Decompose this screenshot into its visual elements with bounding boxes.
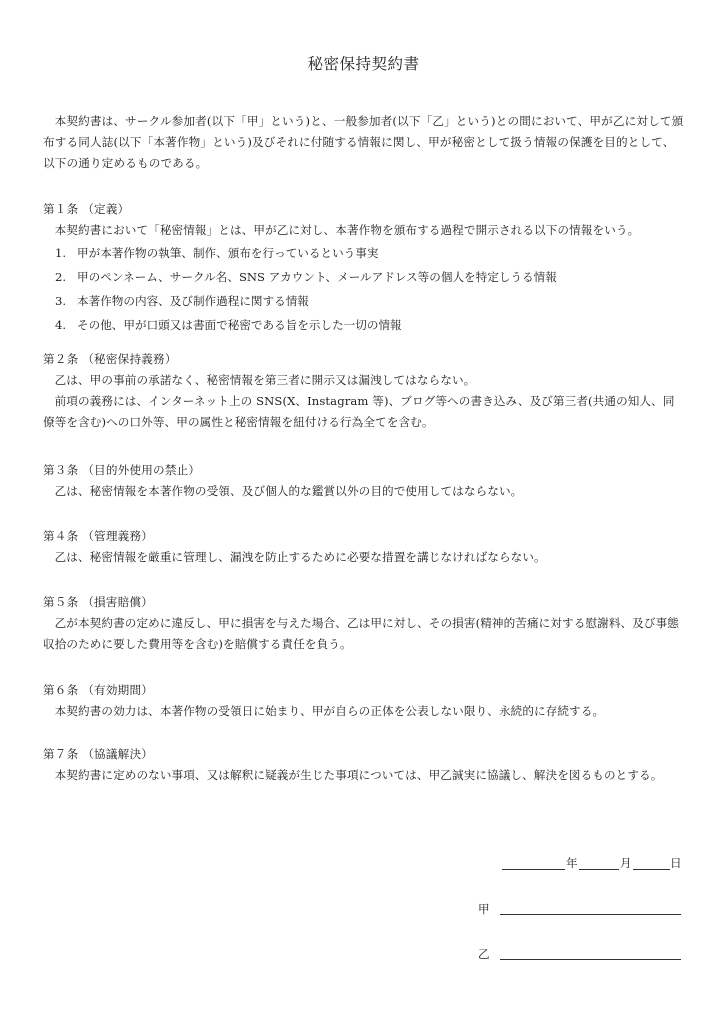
list-item-number: 3. — [55, 294, 67, 308]
month-label: 月 — [620, 856, 632, 870]
article-heading: 第２条 （秘密保持義務） — [43, 352, 177, 366]
article-paragraph: 乙が本契約書の定めに違反し、甲に損害を与えた場合、乙は甲に対し、その損害(精神的苦痛に対する慰謝料、及び事態収拾のために要した費用等を含む)を賠償する責任を負う。 — [43, 616, 679, 651]
day-label: 日 — [670, 856, 682, 870]
article-paragraph: 乙は、甲の事前の承諾なく、秘密情報を第三者に開示又は漏洩してはならない。 — [54, 373, 476, 387]
article-heading: 第７条 （協議解決） — [43, 747, 154, 761]
intro-paragraph: 本契約書は、サークル参加者(以下「甲」という)と、一般参加者(以下「乙」という)との間において、甲が乙に対して頒布する同人誌(以下「本著作物」という)及びそれに付随する情報に関し、甲が秘密として扱う情報の保護を目的として、以下の通り定めるものである。 — [43, 114, 684, 170]
list-item-text: 甲が本著作物の執筆、制作、頒布を行っているという事実 — [77, 246, 379, 260]
list-item-number: 2. — [55, 270, 67, 284]
year-blank-line[interactable] — [502, 869, 565, 870]
list-item-number: 1. — [55, 246, 67, 260]
party-b-label: 乙 — [478, 947, 490, 961]
day-blank-line[interactable] — [633, 869, 670, 870]
list-item-number: 4. — [55, 318, 67, 332]
list-item-text: その他、甲が口頭又は書面で秘密である旨を示した一切の情報 — [77, 318, 402, 332]
article-heading: 第１条 （定義） — [43, 202, 130, 216]
party-b-signature-line[interactable] — [500, 959, 681, 960]
signature-block — [43, 0, 684, 1024]
article-paragraph: 本契約書に定めのない事項、又は解釈に疑義が生じた事項については、甲乙誠実に協議し、解決を図るものとする。 — [54, 768, 663, 782]
article-paragraph: 前項の義務には、インターネット上の SNS(X、Instagram 等)、ブログ等への書き込み、及び第三者(共通の知人、同僚等を含む)への口外等、甲の属性と秘密情報を紐付ける行為全てを含む。 — [43, 394, 675, 429]
article-heading: 第３条 （目的外使用の禁止） — [43, 463, 201, 477]
document-page — [43, 0, 684, 1024]
month-blank-line[interactable] — [579, 869, 619, 870]
party-a-label: 甲 — [478, 902, 490, 916]
article-paragraph: 本契約書の効力は、本著作物の受領日に始まり、甲が自らの正体を公表しない限り、永続的に存続する。 — [54, 704, 605, 718]
article-heading: 第５条 （損害賠償） — [43, 595, 154, 609]
article-paragraph: 乙は、秘密情報を厳重に管理し、漏洩を防止するために必要な措置を講じなければならない。 — [54, 550, 546, 564]
article-paragraph: 乙は、秘密情報を本著作物の受領、及び個人的な鑑賞以外の目的で使用してはならない。 — [54, 484, 523, 498]
list-item-text: 甲のペンネーム、サークル名、SNS アカウント、メールアドレス等の個人を特定しうる情報 — [77, 270, 557, 284]
article-heading: 第４条 （管理義務） — [43, 529, 154, 543]
list-item-text: 本著作物の内容、及び制作過程に関する情報 — [77, 294, 309, 308]
article-paragraph: 本契約書において「秘密情報」とは、甲が乙に対し、本著作物を頒布する過程で開示される以下の情報をいう。 — [54, 223, 640, 237]
year-label: 年 — [566, 856, 578, 870]
party-a-signature-line[interactable] — [500, 914, 681, 915]
article-heading: 第６条 （有効期間） — [43, 683, 154, 697]
document-title: 秘密保持契約書 — [307, 55, 420, 73]
